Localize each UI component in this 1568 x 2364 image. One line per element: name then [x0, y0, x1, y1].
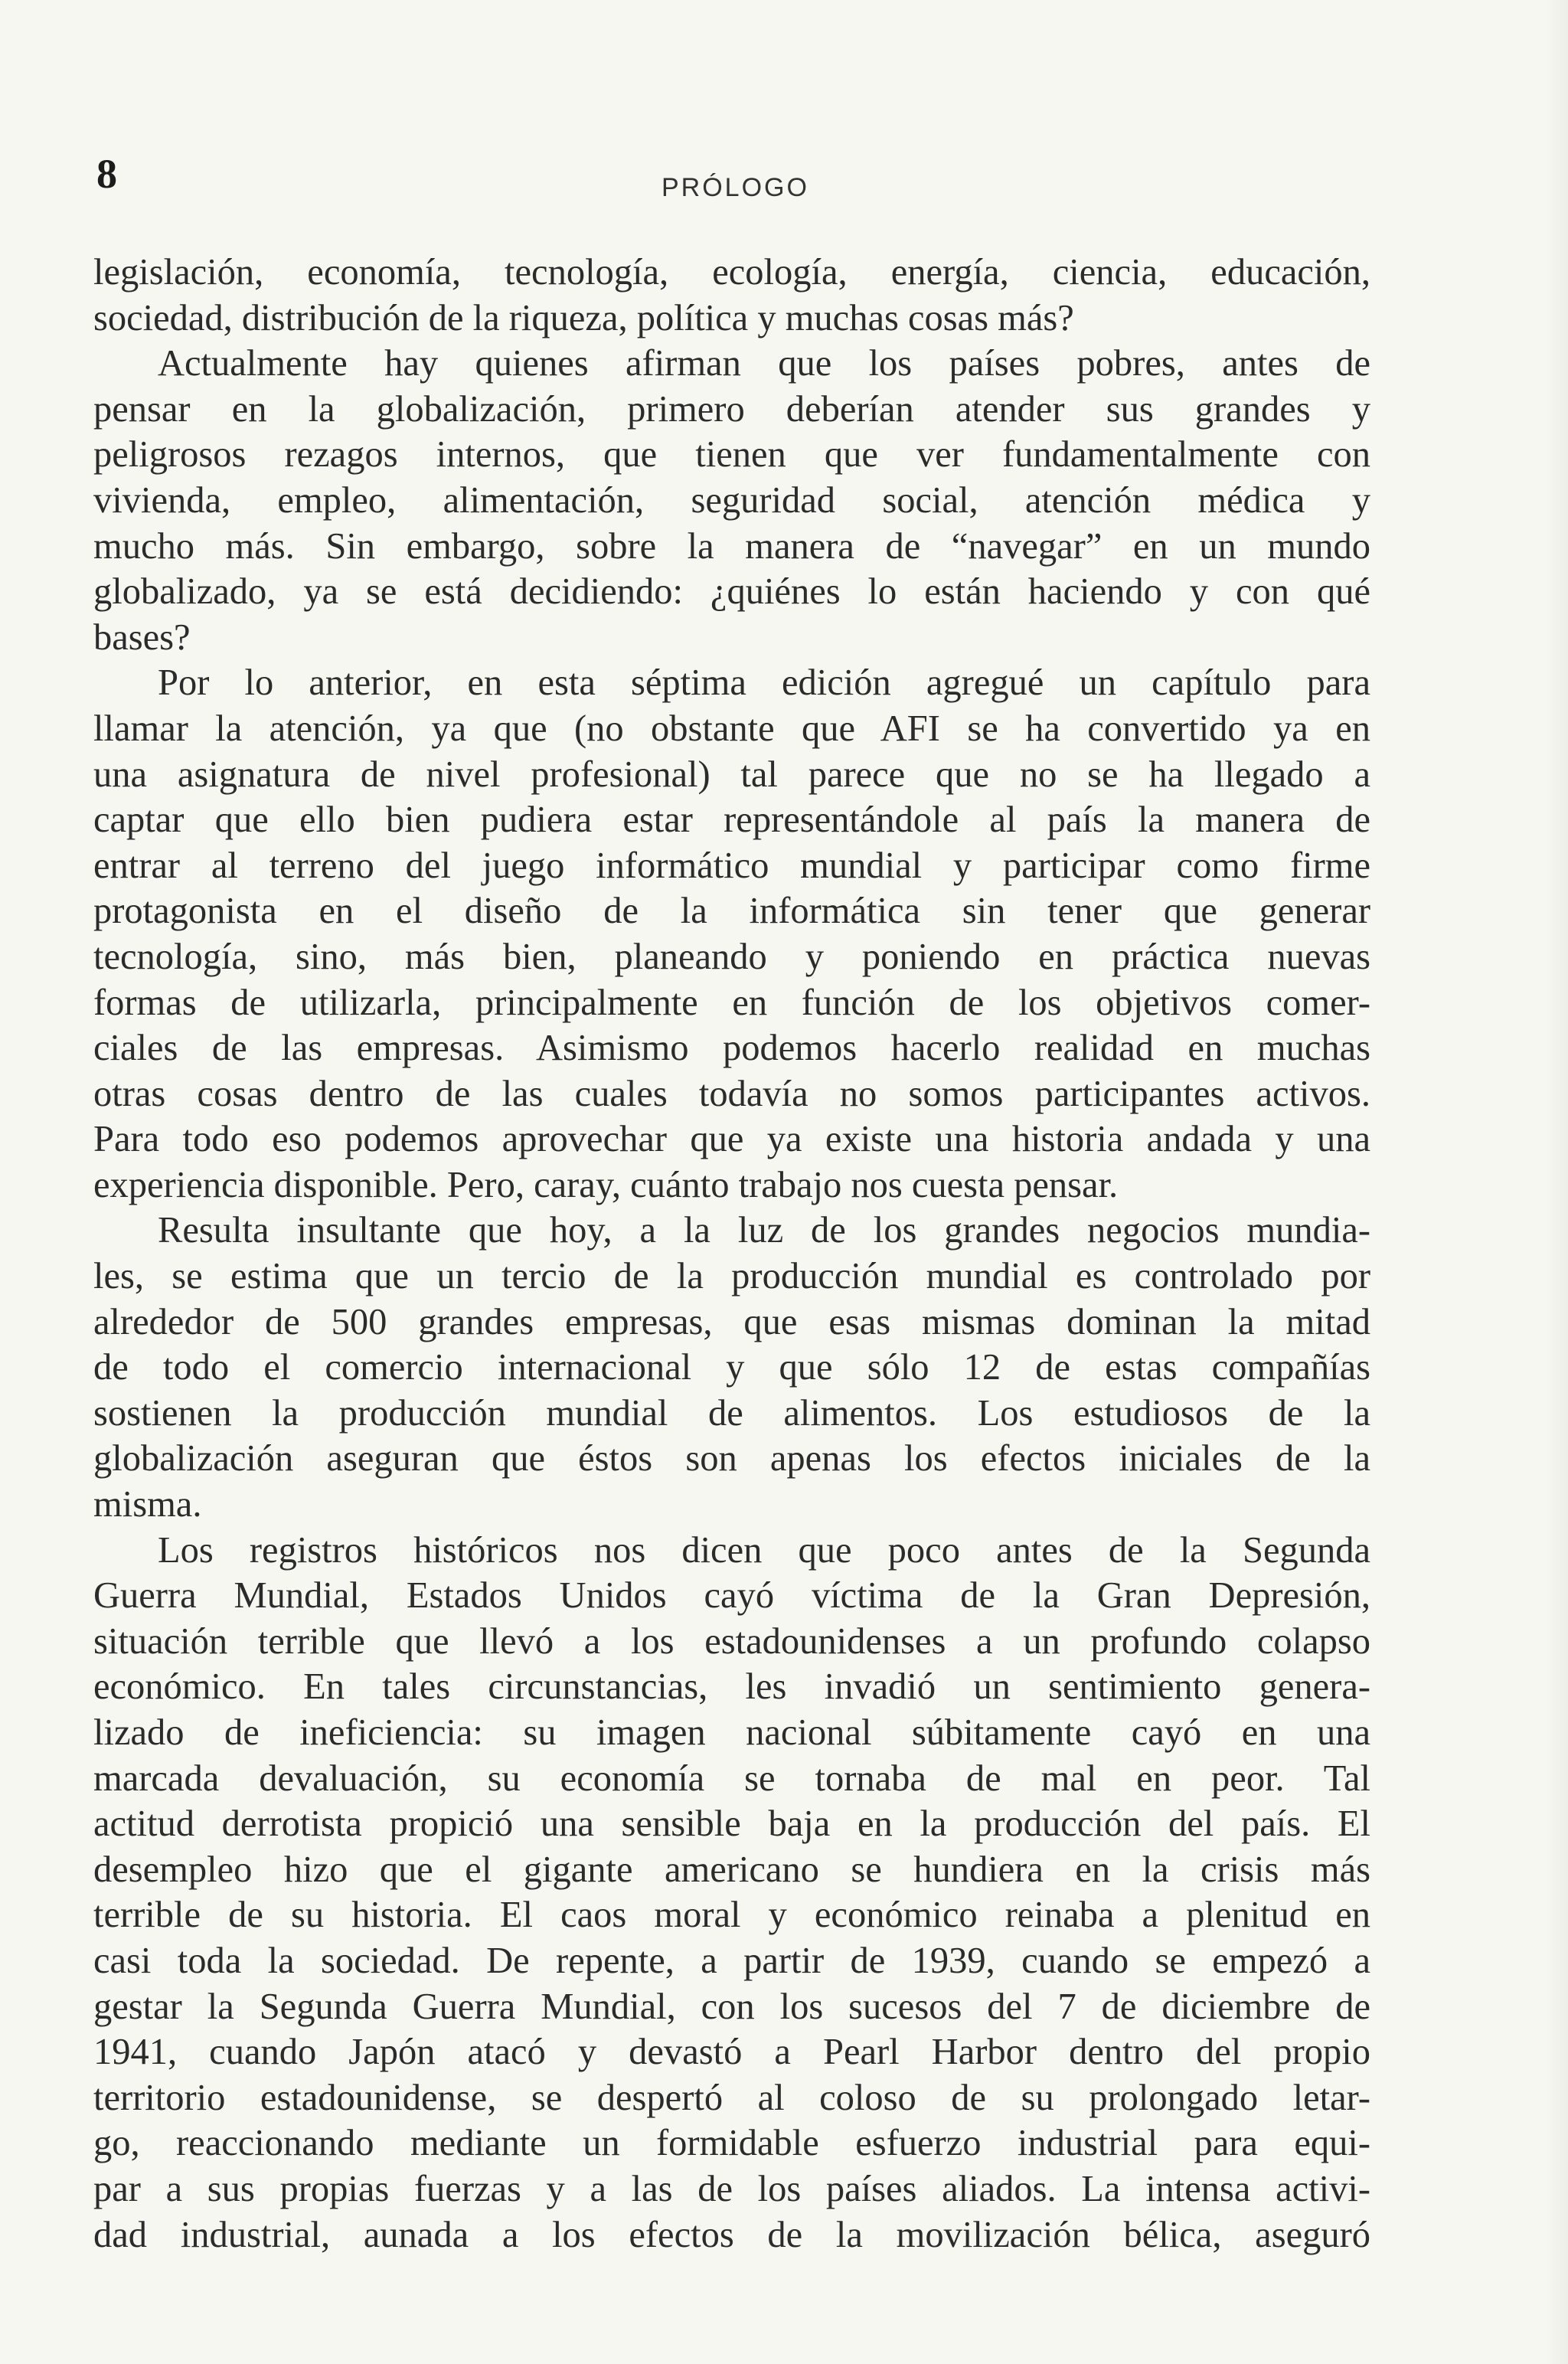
page-edge-shadow [1545, 0, 1568, 2364]
text-line: marcada devaluación, su economía se tornaba de mal en peor. Tal [93, 1757, 1370, 1799]
text-line: de todo el comercio internacional y que sólo 12 de estas compañías [93, 1347, 1370, 1388]
text-line: situación terrible que llevó a los estadounidenses a un profundo colapso [93, 1620, 1370, 1662]
text-line: gestar la Segunda Guerra Mundial, con los sucesos del 7 de diciembre de [93, 1986, 1370, 2027]
text-line: desempleo hizo que el gigante americano se hundiera en la crisis más [93, 1849, 1370, 1890]
text-line: par a sus propias fuerzas y a las de los países aliados. La intensa activi- [93, 2168, 1370, 2209]
text-line: Para todo eso podemos aprovechar que ya existe una historia andada y una [93, 1119, 1370, 1160]
text-line: Por lo anterior, en esta séptima edición agregué un capítulo para [158, 662, 1370, 704]
text-line: globalización aseguran que éstos son apenas los efectos iniciales de la [93, 1438, 1370, 1480]
text-line: Resulta insultante que hoy, a la luz de los grandes negocios mundia- [158, 1210, 1370, 1251]
text-line: mucho más. Sin embargo, sobre la manera de “navegar” en un mundo [93, 525, 1370, 567]
text-line: sociedad, distribución de la riqueza, política y muchas cosas más? [93, 297, 1074, 338]
text-line: vivienda, empleo, alimentación, seguridad social, atención médica y [93, 479, 1370, 521]
text-line: globalizado, ya se está decidiendo: ¿quiénes lo están haciendo y con qué [93, 571, 1370, 613]
text-line: les, se estima que un tercio de la producción mundial es controlado por [93, 1256, 1370, 1297]
text-line: actitud derrotista propició una sensible baja en la producción del país. El [93, 1803, 1370, 1845]
text-line: llamar la atención, ya que (no obstante que AFI se ha convertido ya en [93, 708, 1370, 749]
running-head: PRÓLOGO [662, 173, 809, 202]
text-line: Los registros históricos nos dicen que poco antes de la Segunda [158, 1529, 1370, 1571]
text-line: peligrosos rezagos internos, que tienen que ver fundamentalmente con [93, 434, 1370, 476]
text-line: misma. [93, 1484, 202, 1525]
text-line: legislación, economía, tecnología, ecología, energía, ciencia, educación, [93, 252, 1370, 293]
text-line: protagonista en el diseño de la informática sin tener que generar [93, 891, 1370, 932]
text-line: terrible de su historia. El caos moral y económico reinaba a plenitud en [93, 1895, 1370, 1936]
text-line: tecnología, sino, más bien, planeando y poniendo en práctica nuevas [93, 936, 1370, 977]
text-line: lizado de ineficiencia: su imagen nacional súbitamente cayó en una [93, 1712, 1370, 1753]
text-line: Guerra Mundial, Estados Unidos cayó víctima de la Gran Depresión, [93, 1575, 1370, 1617]
text-line: Actualmente hay quienes afirman que los países pobres, antes de [158, 343, 1370, 384]
text-line: económico. En tales circunstancias, les invadió un sentimiento genera- [93, 1666, 1370, 1708]
text-line: dad industrial, aunada a los efectos de la movilización bélica, aseguró [93, 2214, 1370, 2255]
text-line: formas de utilizarla, principalmente en función de los objetivos comer- [93, 982, 1370, 1023]
text-line: casi toda la sociedad. De repente, a partir de 1939, cuando se empezó a [93, 1940, 1370, 1981]
text-line: alrededor de 500 grandes empresas, que esas mismas dominan la mitad [93, 1301, 1370, 1342]
text-line: 1941, cuando Japón atacó y devastó a Pearl Harbor dentro del propio [93, 2032, 1370, 2073]
text-line: go, reaccionando mediante un formidable esfuerzo industrial para equi- [93, 2123, 1370, 2164]
text-line: sostienen la producción mundial de alimentos. Los estudiosos de la [93, 1392, 1370, 1434]
text-line: captar que ello bien pudiera estar representándole al país la manera de [93, 799, 1370, 841]
body-text [93, 250, 1370, 2258]
text-line: entrar al terreno del juego informático mundial y participar como firme [93, 845, 1370, 886]
text-line: pensar en la globalización, primero deberían atender sus grandes y [93, 388, 1370, 430]
page-number: 8 [96, 151, 117, 197]
text-line: ciales de las empresas. Asimismo podemos hacerlo realidad en muchas [93, 1028, 1370, 1069]
text-line: bases? [93, 616, 191, 658]
text-line: experiencia disponible. Pero, caray, cuánto trabajo nos cuesta pensar. [93, 1164, 1119, 1205]
text-line: otras cosas dentro de las cuales todavía no somos participantes activos. [93, 1073, 1370, 1114]
text-line: territorio estadounidense, se despertó al coloso de su prolongado letar- [93, 2077, 1370, 2118]
text-line: una asignatura de nivel profesional) tal parece que no se ha llegado a [93, 754, 1370, 795]
